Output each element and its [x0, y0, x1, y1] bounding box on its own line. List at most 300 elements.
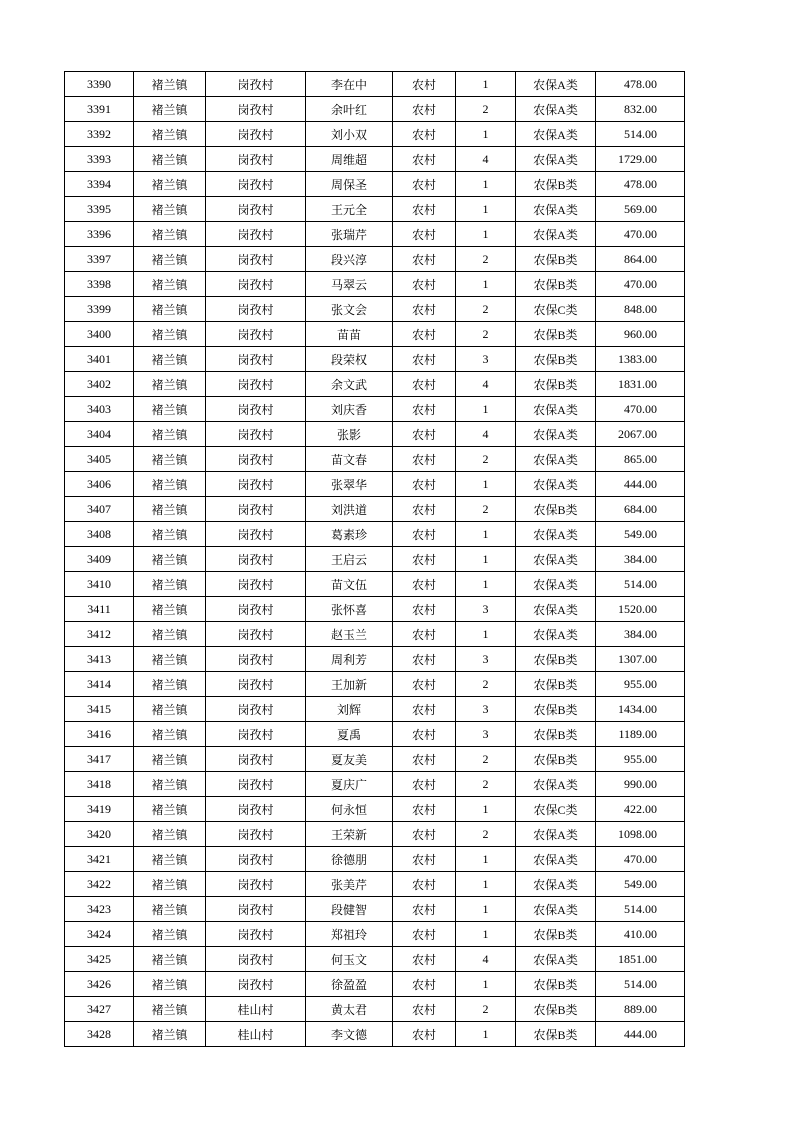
- cell-household-type: 农村: [393, 897, 456, 922]
- table-row: [65, 797, 685, 822]
- cell-person-count: 1: [456, 522, 516, 547]
- cell-insurance-class: 农保B类: [516, 247, 596, 272]
- cell-serial-number: 3400: [65, 322, 134, 347]
- cell-village: 岗孜村: [206, 297, 306, 322]
- cell-village: 岗孜村: [206, 247, 306, 272]
- cell-person-name: 黄太君: [306, 997, 393, 1022]
- cell-insurance-class: 农保B类: [516, 997, 596, 1022]
- table-row: [65, 197, 685, 222]
- cell-amount: 422.00: [596, 797, 685, 822]
- cell-amount: 470.00: [596, 222, 685, 247]
- cell-person-name: 刘洪道: [306, 497, 393, 522]
- cell-household-type: 农村: [393, 122, 456, 147]
- cell-household-type: 农村: [393, 497, 456, 522]
- cell-household-type: 农村: [393, 847, 456, 872]
- cell-village: 岗孜村: [206, 597, 306, 622]
- cell-person-name: 周利芳: [306, 647, 393, 672]
- cell-serial-number: 3406: [65, 472, 134, 497]
- table-row: [65, 272, 685, 297]
- cell-person-count: 3: [456, 722, 516, 747]
- cell-person-name: 徐盈盈: [306, 972, 393, 997]
- cell-person-count: 1: [456, 472, 516, 497]
- cell-village: 岗孜村: [206, 347, 306, 372]
- cell-village: 岗孜村: [206, 647, 306, 672]
- cell-serial-number: 3396: [65, 222, 134, 247]
- cell-amount: 990.00: [596, 772, 685, 797]
- table-row: [65, 97, 685, 122]
- cell-town: 褚兰镇: [134, 797, 206, 822]
- cell-town: 褚兰镇: [134, 972, 206, 997]
- cell-town: 褚兰镇: [134, 847, 206, 872]
- cell-person-name: 张文会: [306, 297, 393, 322]
- table-row: [65, 897, 685, 922]
- cell-serial-number: 3392: [65, 122, 134, 147]
- cell-person-name: 徐德朋: [306, 847, 393, 872]
- cell-person-name: 马翠云: [306, 272, 393, 297]
- cell-serial-number: 3407: [65, 497, 134, 522]
- cell-town: 褚兰镇: [134, 747, 206, 772]
- cell-person-name: 王元全: [306, 197, 393, 222]
- cell-amount: 410.00: [596, 922, 685, 947]
- cell-person-name: 夏禹: [306, 722, 393, 747]
- table-row: [65, 522, 685, 547]
- table-row: [65, 147, 685, 172]
- cell-amount: 865.00: [596, 447, 685, 472]
- cell-person-count: 1: [456, 872, 516, 897]
- cell-serial-number: 3418: [65, 772, 134, 797]
- cell-person-count: 1: [456, 222, 516, 247]
- cell-person-name: 张影: [306, 422, 393, 447]
- table-row: [65, 322, 685, 347]
- cell-household-type: 农村: [393, 172, 456, 197]
- cell-serial-number: 3402: [65, 372, 134, 397]
- cell-village: 岗孜村: [206, 747, 306, 772]
- cell-amount: 1434.00: [596, 697, 685, 722]
- cell-serial-number: 3415: [65, 697, 134, 722]
- cell-village: 岗孜村: [206, 322, 306, 347]
- cell-insurance-class: 农保B类: [516, 647, 596, 672]
- cell-household-type: 农村: [393, 722, 456, 747]
- cell-village: 岗孜村: [206, 122, 306, 147]
- cell-person-count: 2: [456, 97, 516, 122]
- cell-town: 褚兰镇: [134, 547, 206, 572]
- cell-person-count: 1: [456, 847, 516, 872]
- cell-insurance-class: 农保B类: [516, 172, 596, 197]
- cell-amount: 2067.00: [596, 422, 685, 447]
- cell-village: 岗孜村: [206, 197, 306, 222]
- cell-household-type: 农村: [393, 222, 456, 247]
- cell-person-name: 赵玉兰: [306, 622, 393, 647]
- cell-person-count: 2: [456, 997, 516, 1022]
- cell-person-count: 2: [456, 497, 516, 522]
- cell-insurance-class: 农保B类: [516, 272, 596, 297]
- cell-person-count: 4: [456, 372, 516, 397]
- cell-insurance-class: 农保A类: [516, 197, 596, 222]
- cell-serial-number: 3394: [65, 172, 134, 197]
- table-body: [65, 72, 685, 1047]
- cell-serial-number: 3405: [65, 447, 134, 472]
- cell-insurance-class: 农保B类: [516, 922, 596, 947]
- cell-person-count: 1: [456, 272, 516, 297]
- cell-amount: 470.00: [596, 847, 685, 872]
- cell-town: 褚兰镇: [134, 97, 206, 122]
- cell-town: 褚兰镇: [134, 897, 206, 922]
- table-row: [65, 622, 685, 647]
- cell-serial-number: 3413: [65, 647, 134, 672]
- cell-person-count: 1: [456, 897, 516, 922]
- cell-town: 褚兰镇: [134, 372, 206, 397]
- cell-household-type: 农村: [393, 197, 456, 222]
- cell-insurance-class: 农保A类: [516, 622, 596, 647]
- cell-person-name: 王加新: [306, 672, 393, 697]
- cell-amount: 514.00: [596, 897, 685, 922]
- cell-person-count: 1: [456, 572, 516, 597]
- cell-amount: 549.00: [596, 872, 685, 897]
- cell-serial-number: 3408: [65, 522, 134, 547]
- cell-village: 岗孜村: [206, 447, 306, 472]
- cell-household-type: 农村: [393, 697, 456, 722]
- cell-town: 褚兰镇: [134, 597, 206, 622]
- cell-person-count: 2: [456, 322, 516, 347]
- table-row: [65, 447, 685, 472]
- table-row: [65, 597, 685, 622]
- cell-person-count: 1: [456, 197, 516, 222]
- cell-household-type: 农村: [393, 97, 456, 122]
- cell-amount: 514.00: [596, 122, 685, 147]
- cell-person-count: 3: [456, 597, 516, 622]
- cell-village: 岗孜村: [206, 397, 306, 422]
- cell-village: 岗孜村: [206, 172, 306, 197]
- cell-serial-number: 3411: [65, 597, 134, 622]
- cell-serial-number: 3410: [65, 572, 134, 597]
- cell-amount: 955.00: [596, 747, 685, 772]
- table-row: [65, 747, 685, 772]
- cell-town: 褚兰镇: [134, 947, 206, 972]
- cell-household-type: 农村: [393, 922, 456, 947]
- cell-person-count: 1: [456, 122, 516, 147]
- cell-insurance-class: 农保B类: [516, 697, 596, 722]
- cell-household-type: 农村: [393, 822, 456, 847]
- cell-town: 褚兰镇: [134, 422, 206, 447]
- cell-person-name: 何玉文: [306, 947, 393, 972]
- cell-insurance-class: 农保A类: [516, 897, 596, 922]
- cell-village: 岗孜村: [206, 72, 306, 97]
- cell-town: 褚兰镇: [134, 122, 206, 147]
- cell-person-name: 段健智: [306, 897, 393, 922]
- cell-household-type: 农村: [393, 597, 456, 622]
- cell-town: 褚兰镇: [134, 497, 206, 522]
- cell-person-name: 李文德: [306, 1022, 393, 1047]
- table-row: [65, 422, 685, 447]
- cell-town: 褚兰镇: [134, 922, 206, 947]
- cell-village: 岗孜村: [206, 522, 306, 547]
- cell-household-type: 农村: [393, 72, 456, 97]
- cell-insurance-class: 农保A类: [516, 947, 596, 972]
- table-row: [65, 697, 685, 722]
- cell-person-name: 余叶红: [306, 97, 393, 122]
- cell-household-type: 农村: [393, 622, 456, 647]
- cell-serial-number: 3419: [65, 797, 134, 822]
- table-row: [65, 347, 685, 372]
- cell-village: 岗孜村: [206, 272, 306, 297]
- cell-person-name: 周维超: [306, 147, 393, 172]
- cell-household-type: 农村: [393, 472, 456, 497]
- table-row: [65, 722, 685, 747]
- cell-household-type: 农村: [393, 322, 456, 347]
- cell-village: 岗孜村: [206, 822, 306, 847]
- cell-serial-number: 3422: [65, 872, 134, 897]
- cell-town: 褚兰镇: [134, 572, 206, 597]
- cell-person-name: 余文武: [306, 372, 393, 397]
- cell-amount: 889.00: [596, 997, 685, 1022]
- cell-amount: 955.00: [596, 672, 685, 697]
- cell-town: 褚兰镇: [134, 397, 206, 422]
- cell-serial-number: 3416: [65, 722, 134, 747]
- cell-town: 褚兰镇: [134, 672, 206, 697]
- cell-serial-number: 3427: [65, 997, 134, 1022]
- cell-town: 褚兰镇: [134, 1022, 206, 1047]
- cell-person-count: 2: [456, 672, 516, 697]
- cell-serial-number: 3390: [65, 72, 134, 97]
- table-row: [65, 822, 685, 847]
- table-row: [65, 122, 685, 147]
- cell-town: 褚兰镇: [134, 722, 206, 747]
- cell-person-name: 苗文伍: [306, 572, 393, 597]
- table-row: [65, 922, 685, 947]
- cell-serial-number: 3395: [65, 197, 134, 222]
- cell-person-name: 段荣权: [306, 347, 393, 372]
- cell-person-count: 1: [456, 622, 516, 647]
- table-row: [65, 647, 685, 672]
- cell-village: 岗孜村: [206, 947, 306, 972]
- cell-insurance-class: 农保C类: [516, 797, 596, 822]
- cell-town: 褚兰镇: [134, 622, 206, 647]
- cell-village: 岗孜村: [206, 572, 306, 597]
- cell-serial-number: 3393: [65, 147, 134, 172]
- table-row: [65, 972, 685, 997]
- cell-insurance-class: 农保C类: [516, 297, 596, 322]
- cell-amount: 470.00: [596, 397, 685, 422]
- cell-amount: 384.00: [596, 622, 685, 647]
- cell-household-type: 农村: [393, 947, 456, 972]
- table-row: [65, 497, 685, 522]
- cell-person-name: 苗苗: [306, 322, 393, 347]
- cell-town: 褚兰镇: [134, 472, 206, 497]
- table-row: [65, 847, 685, 872]
- cell-village: 岗孜村: [206, 772, 306, 797]
- cell-household-type: 农村: [393, 372, 456, 397]
- cell-amount: 1307.00: [596, 647, 685, 672]
- table-row: [65, 397, 685, 422]
- table-row: [65, 572, 685, 597]
- cell-town: 褚兰镇: [134, 872, 206, 897]
- cell-serial-number: 3425: [65, 947, 134, 972]
- cell-household-type: 农村: [393, 297, 456, 322]
- cell-person-count: 4: [456, 947, 516, 972]
- cell-person-name: 王启云: [306, 547, 393, 572]
- cell-household-type: 农村: [393, 747, 456, 772]
- cell-town: 褚兰镇: [134, 647, 206, 672]
- cell-town: 褚兰镇: [134, 697, 206, 722]
- cell-insurance-class: 农保B类: [516, 322, 596, 347]
- cell-town: 褚兰镇: [134, 247, 206, 272]
- cell-town: 褚兰镇: [134, 72, 206, 97]
- cell-household-type: 农村: [393, 647, 456, 672]
- cell-person-name: 周保圣: [306, 172, 393, 197]
- cell-amount: 1383.00: [596, 347, 685, 372]
- table-row: [65, 872, 685, 897]
- cell-town: 褚兰镇: [134, 772, 206, 797]
- cell-person-count: 1: [456, 72, 516, 97]
- cell-town: 褚兰镇: [134, 272, 206, 297]
- cell-serial-number: 3403: [65, 397, 134, 422]
- cell-amount: 1851.00: [596, 947, 685, 972]
- cell-serial-number: 3426: [65, 972, 134, 997]
- cell-household-type: 农村: [393, 247, 456, 272]
- cell-amount: 1189.00: [596, 722, 685, 747]
- cell-person-name: 张怀喜: [306, 597, 393, 622]
- cell-serial-number: 3412: [65, 622, 134, 647]
- cell-person-name: 刘庆香: [306, 397, 393, 422]
- cell-serial-number: 3399: [65, 297, 134, 322]
- cell-household-type: 农村: [393, 422, 456, 447]
- cell-insurance-class: 农保A类: [516, 872, 596, 897]
- cell-village: 桂山村: [206, 1022, 306, 1047]
- cell-serial-number: 3409: [65, 547, 134, 572]
- cell-amount: 569.00: [596, 197, 685, 222]
- cell-serial-number: 3423: [65, 897, 134, 922]
- cell-serial-number: 3397: [65, 247, 134, 272]
- cell-amount: 1098.00: [596, 822, 685, 847]
- cell-serial-number: 3401: [65, 347, 134, 372]
- cell-village: 岗孜村: [206, 847, 306, 872]
- cell-insurance-class: 农保B类: [516, 672, 596, 697]
- cell-insurance-class: 农保B类: [516, 347, 596, 372]
- cell-serial-number: 3424: [65, 922, 134, 947]
- cell-town: 褚兰镇: [134, 822, 206, 847]
- cell-insurance-class: 农保A类: [516, 97, 596, 122]
- cell-household-type: 农村: [393, 347, 456, 372]
- cell-town: 褚兰镇: [134, 197, 206, 222]
- cell-insurance-class: 农保B类: [516, 372, 596, 397]
- cell-person-name: 郑祖玲: [306, 922, 393, 947]
- cell-village: 岗孜村: [206, 422, 306, 447]
- cell-town: 褚兰镇: [134, 297, 206, 322]
- cell-amount: 444.00: [596, 1022, 685, 1047]
- cell-person-count: 1: [456, 972, 516, 997]
- table-row: [65, 247, 685, 272]
- cell-amount: 470.00: [596, 272, 685, 297]
- cell-amount: 864.00: [596, 247, 685, 272]
- cell-person-name: 夏庆广: [306, 772, 393, 797]
- cell-village: 岗孜村: [206, 547, 306, 572]
- cell-town: 褚兰镇: [134, 222, 206, 247]
- cell-insurance-class: 农保A类: [516, 597, 596, 622]
- table-row: [65, 672, 685, 697]
- cell-insurance-class: 农保B类: [516, 497, 596, 522]
- cell-amount: 514.00: [596, 972, 685, 997]
- cell-serial-number: 3428: [65, 1022, 134, 1047]
- cell-insurance-class: 农保A类: [516, 847, 596, 872]
- cell-person-count: 4: [456, 147, 516, 172]
- cell-person-name: 何永恒: [306, 797, 393, 822]
- cell-amount: 384.00: [596, 547, 685, 572]
- cell-household-type: 农村: [393, 672, 456, 697]
- cell-amount: 549.00: [596, 522, 685, 547]
- cell-person-count: 1: [456, 547, 516, 572]
- cell-insurance-class: 农保A类: [516, 522, 596, 547]
- cell-person-count: 2: [456, 822, 516, 847]
- cell-person-count: 1: [456, 397, 516, 422]
- cell-household-type: 农村: [393, 872, 456, 897]
- cell-insurance-class: 农保A类: [516, 472, 596, 497]
- cell-village: 岗孜村: [206, 697, 306, 722]
- cell-person-count: 2: [456, 247, 516, 272]
- cell-amount: 444.00: [596, 472, 685, 497]
- cell-amount: 684.00: [596, 497, 685, 522]
- cell-town: 褚兰镇: [134, 447, 206, 472]
- cell-person-count: 2: [456, 747, 516, 772]
- cell-household-type: 农村: [393, 1022, 456, 1047]
- cell-town: 褚兰镇: [134, 322, 206, 347]
- table-row: [65, 947, 685, 972]
- data-table: [64, 71, 685, 1047]
- cell-person-count: 3: [456, 647, 516, 672]
- cell-person-count: 2: [456, 447, 516, 472]
- cell-household-type: 农村: [393, 972, 456, 997]
- cell-person-count: 3: [456, 697, 516, 722]
- table-row: [65, 372, 685, 397]
- cell-household-type: 农村: [393, 397, 456, 422]
- cell-person-count: 2: [456, 772, 516, 797]
- cell-insurance-class: 农保B类: [516, 972, 596, 997]
- cell-village: 岗孜村: [206, 97, 306, 122]
- cell-amount: 848.00: [596, 297, 685, 322]
- cell-insurance-class: 农保A类: [516, 772, 596, 797]
- cell-town: 褚兰镇: [134, 522, 206, 547]
- cell-amount: 1729.00: [596, 147, 685, 172]
- cell-person-name: 张翠华: [306, 472, 393, 497]
- cell-insurance-class: 农保A类: [516, 547, 596, 572]
- cell-insurance-class: 农保B类: [516, 722, 596, 747]
- table-row: [65, 997, 685, 1022]
- cell-household-type: 农村: [393, 147, 456, 172]
- cell-serial-number: 3420: [65, 822, 134, 847]
- cell-town: 褚兰镇: [134, 172, 206, 197]
- cell-person-name: 张瑞芹: [306, 222, 393, 247]
- cell-person-name: 苗文春: [306, 447, 393, 472]
- cell-person-count: 4: [456, 422, 516, 447]
- cell-household-type: 农村: [393, 997, 456, 1022]
- cell-amount: 1831.00: [596, 372, 685, 397]
- cell-person-name: 李在中: [306, 72, 393, 97]
- cell-insurance-class: 农保A类: [516, 572, 596, 597]
- table-row: [65, 72, 685, 97]
- cell-person-name: 刘小双: [306, 122, 393, 147]
- cell-serial-number: 3417: [65, 747, 134, 772]
- cell-person-count: 1: [456, 922, 516, 947]
- cell-person-name: 张美芹: [306, 872, 393, 897]
- cell-village: 岗孜村: [206, 672, 306, 697]
- cell-insurance-class: 农保A类: [516, 72, 596, 97]
- cell-person-count: 1: [456, 1022, 516, 1047]
- cell-amount: 514.00: [596, 572, 685, 597]
- cell-village: 岗孜村: [206, 872, 306, 897]
- table-row: [65, 172, 685, 197]
- cell-household-type: 农村: [393, 572, 456, 597]
- cell-household-type: 农村: [393, 797, 456, 822]
- cell-household-type: 农村: [393, 522, 456, 547]
